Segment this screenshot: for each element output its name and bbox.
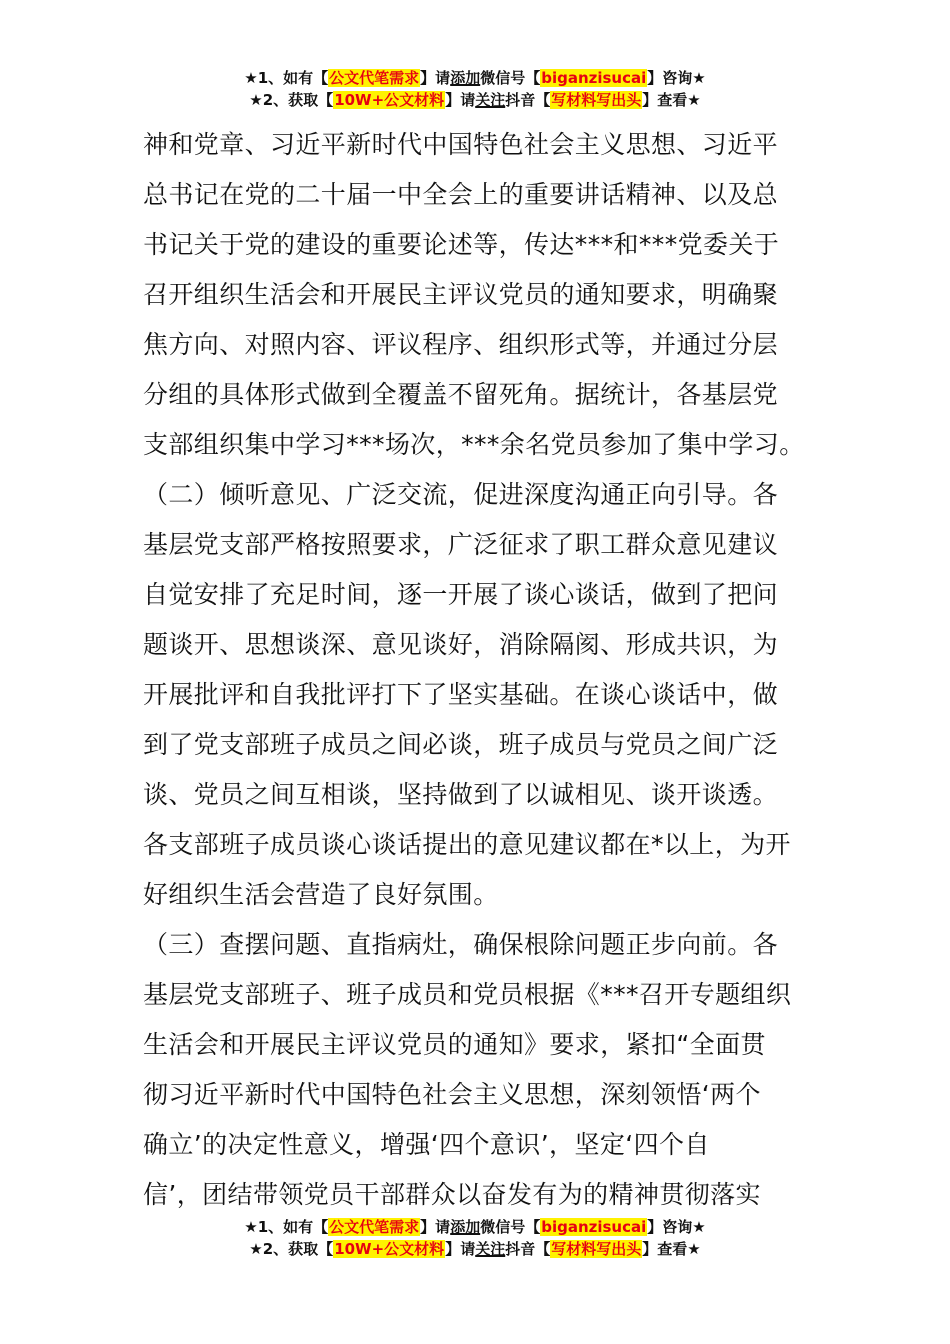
promo-highlight: 公文代笔需求	[329, 1218, 420, 1236]
section-heading-line: （二）倾听意见、广泛交流，促进深度沟通正向引导。各	[143, 480, 779, 509]
body-line: 书记关于党的建设的重要论述等，传达***和***党委关于	[143, 230, 780, 259]
body-line: 自觉安排了充足时间，逐一开展了谈心谈话，做到了把问	[143, 580, 779, 609]
body-line: 信’，团结带领党员干部群众以奋发有为的精神贯彻落实	[143, 1180, 761, 1209]
promo-text: 微信号【	[480, 69, 541, 87]
body-line: 基层党支部班子、班子成员和党员根据《***召开专题组织	[143, 980, 792, 1009]
promo-account-name: 写材料写出头	[551, 91, 642, 109]
promo-text: 】请	[420, 1218, 451, 1236]
promo-underlined-text: 关注	[475, 1240, 506, 1258]
body-line: 神和党章、习近平新时代中国特色社会主义思想、习近平	[143, 130, 779, 159]
body-line: 支部组织集中学习***场次，***余名党员参加了集中学习。	[143, 430, 805, 459]
promo-line-1	[0, 67, 950, 89]
promo-line-2	[0, 89, 950, 111]
promo-highlight: 10W+公文材料	[334, 91, 445, 109]
promo-text: 抖音【	[505, 1240, 551, 1258]
promo-text: 】请	[420, 69, 451, 87]
body-line: 召开组织生活会和开展民主评议党员的通知要求，明确聚	[143, 280, 779, 309]
promo-account-name: 写材料写出头	[551, 1240, 642, 1258]
body-line: 彻习近平新时代中国特色社会主义思想，深刻领悟‘两个	[143, 1080, 761, 1109]
promo-text: ★2、获取【	[249, 91, 334, 109]
document-body	[143, 120, 809, 1220]
body-line: 确立’的决定性意义，增强‘四个意识’，坚定‘四个自	[143, 1130, 710, 1159]
promo-text: ★1、如有【	[244, 69, 329, 87]
promo-text: 微信号【	[480, 1218, 541, 1236]
body-line: 各支部班子成员谈心谈话提出的意见建议都在*以上，为开	[143, 830, 791, 859]
promo-underlined-text: 添加	[450, 1218, 481, 1236]
body-line: 开展批评和自我批评打下了坚实基础。在谈心谈话中，做	[143, 680, 779, 709]
promo-highlight: 公文代笔需求	[329, 69, 420, 87]
promo-text: 】咨询★	[647, 69, 706, 87]
promo-text: ★1、如有【	[244, 1218, 329, 1236]
body-line: 分组的具体形式做到全覆盖不留死角。据统计，各基层党	[143, 380, 779, 409]
body-line: 总书记在党的二十届一中全会上的重要讲话精神、以及总	[143, 180, 779, 209]
body-line: 生活会和开展民主评议党员的通知》要求，紧扣“全面贯	[143, 1030, 766, 1059]
footer-promo-banner	[0, 1216, 950, 1260]
promo-text: 】请	[445, 1240, 476, 1258]
body-line: 基层党支部严格按照要求，广泛征求了职工群众意见建议	[143, 530, 779, 559]
promo-text: 】咨询★	[647, 1218, 706, 1236]
body-line: 焦方向、对照内容、评议程序、组织形式等，并通过分层	[143, 330, 779, 359]
promo-underlined-text: 添加	[450, 69, 481, 87]
promo-text: 】查看★	[642, 91, 701, 109]
promo-wechat-id: biganzisucai	[541, 1218, 647, 1236]
promo-highlight: 10W+公文材料	[334, 1240, 445, 1258]
body-line: 谈、党员之间互相谈，坚持做到了以诚相见、谈开谈透。	[143, 780, 779, 809]
body-line: 好组织生活会营造了良好氛围。	[143, 880, 499, 909]
promo-text: ★2、获取【	[249, 1240, 334, 1258]
promo-wechat-id: biganzisucai	[541, 69, 647, 87]
promo-text: 】请	[445, 91, 476, 109]
promo-line-2	[0, 1238, 950, 1260]
promo-line-1	[0, 1216, 950, 1238]
body-line: 题谈开、思想谈深、意见谈好，消除隔阂、形成共识，为	[143, 630, 779, 659]
promo-underlined-text: 关注	[475, 91, 506, 109]
section-heading-line: （三）查摆问题、直指病灶，确保根除问题正步向前。各	[143, 930, 779, 959]
promo-text: 】查看★	[642, 1240, 701, 1258]
header-promo-banner	[0, 67, 950, 111]
body-line: 到了党支部班子成员之间必谈，班子成员与党员之间广泛	[143, 730, 779, 759]
promo-text: 抖音【	[505, 91, 551, 109]
